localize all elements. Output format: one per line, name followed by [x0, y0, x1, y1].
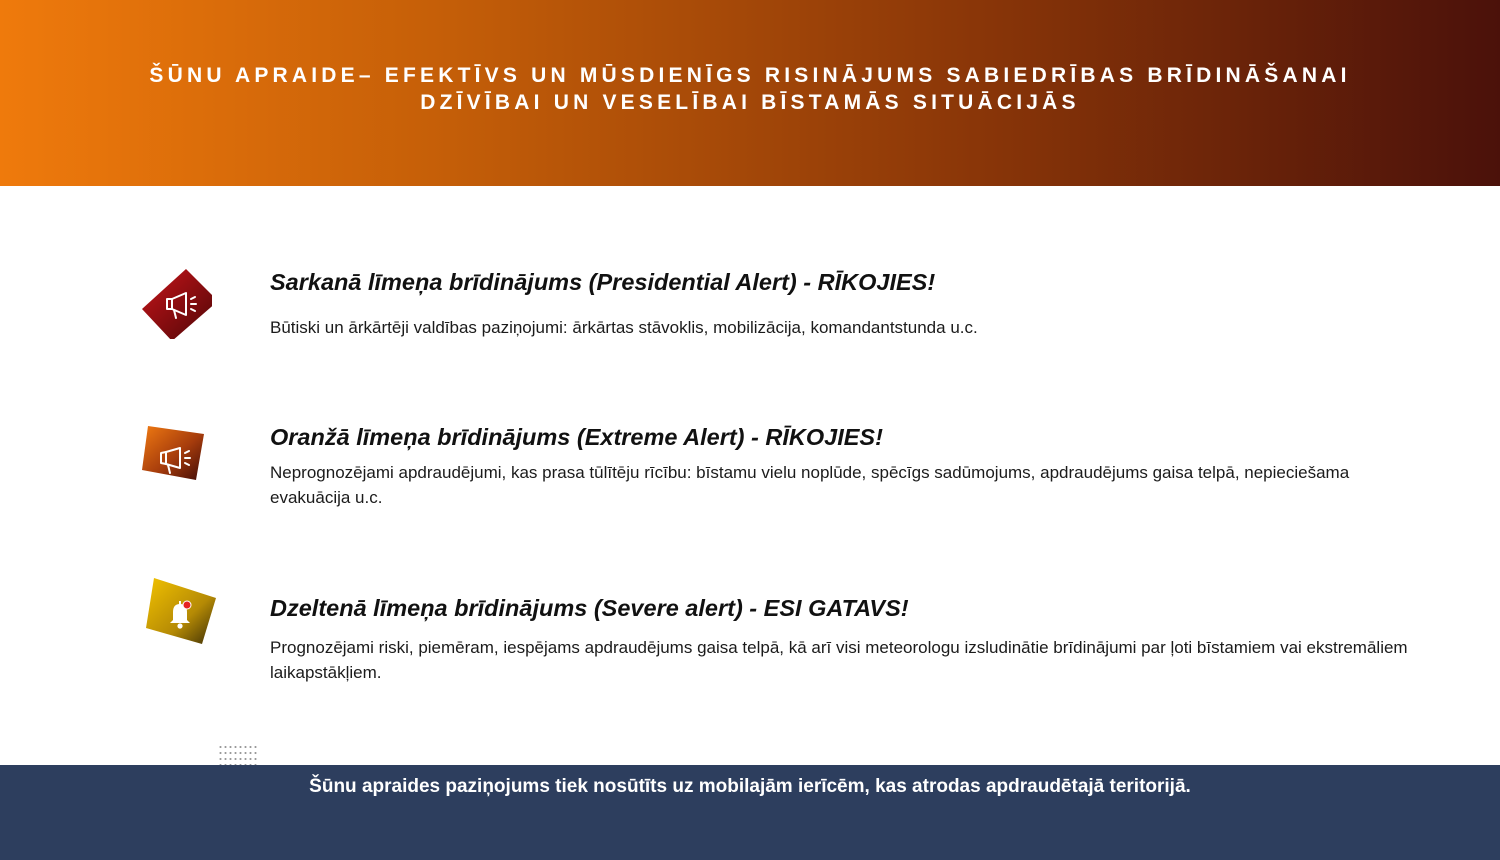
- alert-title: Sarkanā līmeņa brīdinājums (Presidential Alert) - RĪKOJIES!: [270, 269, 936, 295]
- page-title-line-2: DZĪVĪBAI UN VESELĪBAI BĪSTAMĀS SITUĀCIJĀS: [420, 91, 1080, 114]
- page-title: [0, 62, 1500, 116]
- alert-description: Prognozējami riski, piemēram, iespējams apdraudējums gaisa telpā, kā arī visi meteorologu izsludinātie brīdinājumi par ļoti bīstamiem vai ekstremāliem laikapstākļiem.: [270, 638, 1408, 682]
- page-title-line-1: ŠŪNU APRAIDE– EFEKTĪVS UN MŪSDIENĪGS RISINĀJUMS SABIEDRĪBAS BRĪDINĀŠANAI: [149, 64, 1351, 87]
- alert-description: Neprognozējami apdraudējumi, kas prasa tūlītēju rīcību: bīstamu vielu noplūde, spēcīgs sadūmojums, apdraudējums gaisa telpā, nepieciešama evakuācija u.c.: [270, 463, 1350, 507]
- megaphone-icon: [140, 422, 210, 492]
- decorative-dot-grid: [218, 744, 258, 766]
- header-banner: [0, 0, 1500, 186]
- alert-title: Oranžā līmeņa brīdinājums (Extreme Alert) - RĪKOJIES!: [270, 424, 883, 450]
- alert-title: Dzeltenā līmeņa brīdinājums (Severe alert) - ESI GATAVS!: [270, 595, 909, 621]
- footer-text: Šūnu apraides paziņojums tiek nosūtīts uz mobilajām ierīcēm, kas atrodas apdraudētajā teritorijā.: [309, 776, 1191, 797]
- megaphone-icon: [142, 269, 212, 339]
- alert-description: Būtiski un ārkārtēji valdības paziņojumi: ārkārtas stāvoklis, mobilizācija, komandantstunda u.c.: [270, 318, 978, 337]
- bell-icon: [146, 576, 216, 646]
